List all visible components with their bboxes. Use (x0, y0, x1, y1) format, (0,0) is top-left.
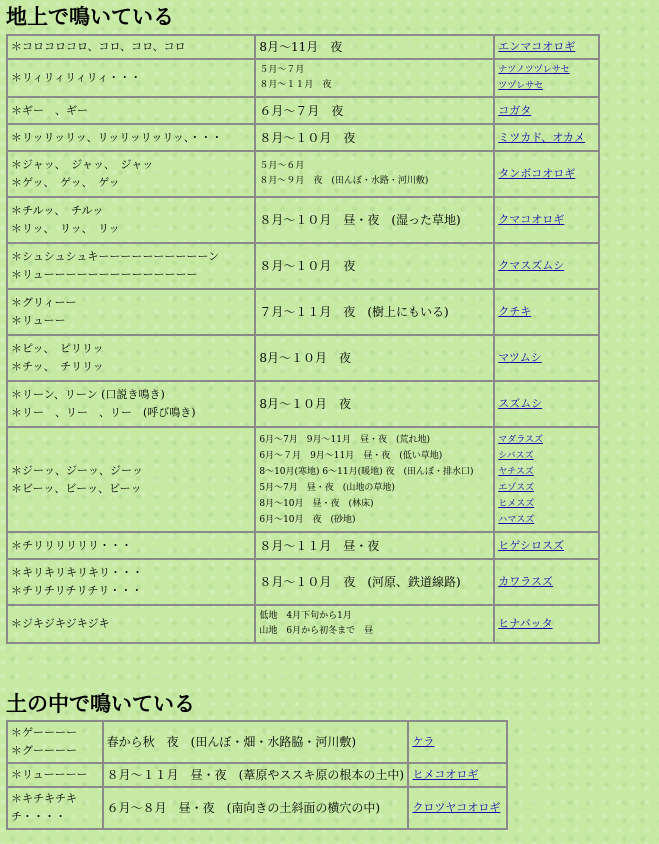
insect-cell (494, 151, 599, 197)
sound-cell (7, 721, 103, 763)
season-text: 8月〜10月 昼・夜 (林床) (259, 498, 374, 509)
season-cell (255, 151, 494, 197)
sound-cell (7, 59, 255, 97)
insect-link[interactable]: ヒナバッタ (498, 617, 553, 630)
season-text: ５月〜７月 (259, 65, 305, 75)
season-cell (255, 381, 494, 427)
sound-cell (7, 197, 255, 243)
season-text: 8月〜１０月 夜 (259, 397, 351, 411)
table-row (7, 35, 599, 59)
insect-link[interactable]: エンマコオロギ (498, 40, 576, 53)
sound-text: ＊チッ、 チリリッ (11, 360, 104, 373)
season-text: ８月〜１０月 昼・夜 (湿った草地) (259, 213, 461, 227)
insect-link[interactable]: マツムシ (498, 351, 542, 364)
insect-link[interactable]: ケラ (412, 735, 435, 748)
insect-link[interactable]: ヒメスズ (498, 498, 535, 509)
sound-cell (7, 605, 255, 643)
insect-link[interactable]: クマコオロギ (498, 213, 565, 226)
insect-link[interactable]: コガタ (498, 103, 532, 117)
table-row (7, 721, 507, 763)
sound-cell (7, 243, 255, 289)
insect-link[interactable]: マダラスズ (498, 434, 543, 445)
sound-cell (7, 335, 255, 381)
table-row (7, 289, 599, 335)
insect-link[interactable]: ハマスズ (498, 514, 535, 525)
sound-cell (7, 559, 255, 605)
insect-link[interactable]: ミツカド、オカメ (498, 130, 585, 144)
insect-cell (494, 559, 599, 605)
sound-text: ＊リッ、 リッ、 リッ (11, 222, 120, 235)
season-text: ６月〜７月 夜 (259, 103, 344, 118)
sound-cell (7, 381, 255, 427)
sound-cell (7, 427, 255, 532)
sound-cell (7, 787, 103, 829)
sound-text: ＊リーン、リーン (口説き鳴き) (11, 388, 165, 401)
table-row (7, 532, 599, 559)
season-cell (255, 59, 494, 97)
insect-link[interactable]: ツヅレサセ (498, 81, 544, 91)
table-row (7, 787, 507, 829)
table-row (7, 559, 599, 605)
table-row (7, 59, 599, 97)
sound-text: ＊リィリィリィリィ・・・ (11, 71, 142, 84)
sound-cell (7, 763, 103, 787)
insect-cell (494, 124, 599, 151)
insect-cell (494, 381, 599, 427)
season-text: ７月〜１１月 夜 (樹上にもいる) (259, 305, 449, 319)
insect-cell (494, 532, 599, 559)
sound-cell (7, 35, 255, 59)
sound-cell (7, 151, 255, 197)
sound-text: ＊リューー (11, 314, 66, 327)
section-title-underground: 土の中で鳴いている (6, 691, 195, 716)
sound-text: ＊グーーーー (11, 744, 77, 757)
table-row (7, 763, 507, 787)
season-text: 山地 6月から初冬まで 昼 (259, 626, 374, 636)
season-cell (255, 427, 494, 532)
season-text: 6月〜7月 9月〜11月 昼・夜 (荒れ地) (259, 434, 431, 445)
season-cell (255, 243, 494, 289)
insect-cell (408, 721, 507, 763)
season-text: 5月〜7月 昼・夜 (山地の草地) (259, 482, 395, 493)
insect-cell (494, 427, 599, 532)
season-text: 6月〜７月 9月〜11月 昼・夜 (低い草地) (259, 450, 443, 461)
insect-cell (408, 787, 507, 829)
table-row (7, 151, 599, 197)
underground-insect-table (6, 720, 508, 830)
table-row (7, 427, 599, 532)
insect-link[interactable]: ヒゲシロスズ (498, 538, 565, 552)
sound-text: ＊キリキリキリキリ・・・ (11, 566, 143, 579)
season-cell (103, 721, 409, 763)
sound-text: ＊キチキチキ (11, 792, 77, 805)
sound-text: ＊ゲーーーー (11, 726, 77, 739)
insect-link[interactable]: ヒメコオロギ (412, 768, 479, 781)
sound-text: ＊ビーッ、ビーッ、ビーッ (11, 481, 142, 495)
season-text: ８月〜１１月 昼・夜 (259, 538, 380, 553)
season-text: ８月〜１１月 昼・夜 (葦原やススキ原の根本の土中) (106, 768, 405, 782)
season-text: 低地 4月下旬から1月 (259, 611, 352, 621)
season-cell (255, 197, 494, 243)
sound-text: ＊ギー 、ギー (11, 103, 88, 117)
sound-text: ＊ピッ、 ピリリッ (11, 342, 104, 355)
season-cell (255, 335, 494, 381)
sound-text: ＊コロコロコロ、コロ、コロ、コロ (11, 40, 186, 53)
insect-cell (494, 289, 599, 335)
season-text: ５月〜６月 (259, 161, 305, 171)
sound-cell (7, 289, 255, 335)
sound-text: ＊グリィーー (11, 296, 77, 309)
insect-link[interactable]: シバスズ (498, 450, 534, 461)
above-ground-insect-table (6, 34, 600, 644)
season-text: ８月〜１０月 夜 (河原、鉄道線路) (259, 575, 461, 589)
insect-cell (494, 335, 599, 381)
sound-text: ＊ゲッ、 ゲッ、 ゲッ (11, 176, 120, 189)
season-cell (255, 35, 494, 59)
sound-text: ＊ジキジキジキジキ (11, 617, 110, 630)
table-row (7, 243, 599, 289)
season-text: ８月〜９月 夜 (田んぼ・水路・河川敷) (259, 176, 429, 186)
sound-text: ＊リューーーー (11, 768, 88, 781)
sound-text: ＊リューーーーーーーーーーーーーー (11, 268, 198, 281)
season-cell (255, 97, 494, 124)
insect-link[interactable]: カワラスズ (498, 575, 553, 588)
season-text: 8月〜11月 夜 (259, 40, 343, 54)
insect-link[interactable]: ナツノツヅレサセ (498, 65, 570, 75)
sound-cell (7, 532, 255, 559)
insect-cell (494, 35, 599, 59)
table-row (7, 197, 599, 243)
sound-text: ＊リー 、リー 、リー (呼び鳴き) (11, 406, 196, 419)
table-row (7, 381, 599, 427)
season-text: 8〜10月(寒地) 6〜11月(暖地) 夜 (田んぼ・排水口) (259, 466, 474, 477)
sound-text: ＊ジーッ、ジーッ、ジーッ (11, 463, 143, 477)
season-cell (255, 559, 494, 605)
insect-link[interactable]: エゾスズ (498, 482, 535, 493)
insect-cell (494, 97, 599, 124)
sound-text: ＊リッリッリッ、リッリッリッリッ、・・・ (11, 130, 223, 144)
sound-text: チ・・・・ (11, 810, 66, 823)
insect-link[interactable]: スズムシ (498, 397, 543, 410)
insect-link[interactable]: タンボコオロギ (498, 167, 576, 180)
insect-cell (494, 605, 599, 643)
season-text: 6月〜10月 夜 (砂地) (259, 514, 356, 525)
table-row (7, 335, 599, 381)
insect-link[interactable]: ヤチスズ (498, 466, 534, 477)
sound-cell (7, 97, 255, 124)
insect-cell (408, 763, 507, 787)
season-cell (255, 605, 494, 643)
table-row (7, 605, 599, 643)
insect-link[interactable]: クロツヤコオロギ (412, 801, 501, 814)
table-row (7, 97, 599, 124)
season-text: 8月〜１０月 夜 (259, 351, 351, 365)
season-text: ８月〜１０月 夜 (259, 130, 356, 145)
insect-link[interactable]: クチキ (498, 305, 532, 318)
season-cell (103, 763, 409, 787)
season-text: 春から秋 夜 (田んぼ・畑・水路脇・河川敷) (106, 735, 357, 749)
sound-cell (7, 124, 255, 151)
sound-text: ＊チリリリリリリ・・・ (11, 538, 132, 552)
insect-cell (494, 197, 599, 243)
section-title-above-ground: 地上で鳴いている (6, 4, 174, 29)
season-text: ８月〜１０月 夜 (259, 259, 356, 273)
season-cell (255, 532, 494, 559)
season-text: ６月〜８月 昼・夜 (南向きの土斜面の横穴の中) (106, 801, 381, 815)
sound-text: ＊チルッ、 チルッ (11, 204, 104, 217)
sound-text: ＊チリチリチリチリ・・・ (11, 584, 143, 597)
sound-text: ＊ジャッ、 ジャッ、 ジャッ (11, 158, 154, 171)
season-cell (255, 289, 494, 335)
season-text: ８月〜１１月 夜 (259, 80, 332, 90)
insect-cell (494, 243, 599, 289)
insect-cell (494, 59, 599, 97)
season-cell (255, 124, 494, 151)
table-row (7, 124, 599, 151)
sound-text: ＊シュシュシュキーーーーーーーーーーン (11, 250, 220, 263)
insect-link[interactable]: クマスズムシ (498, 259, 565, 272)
season-cell (103, 787, 409, 829)
